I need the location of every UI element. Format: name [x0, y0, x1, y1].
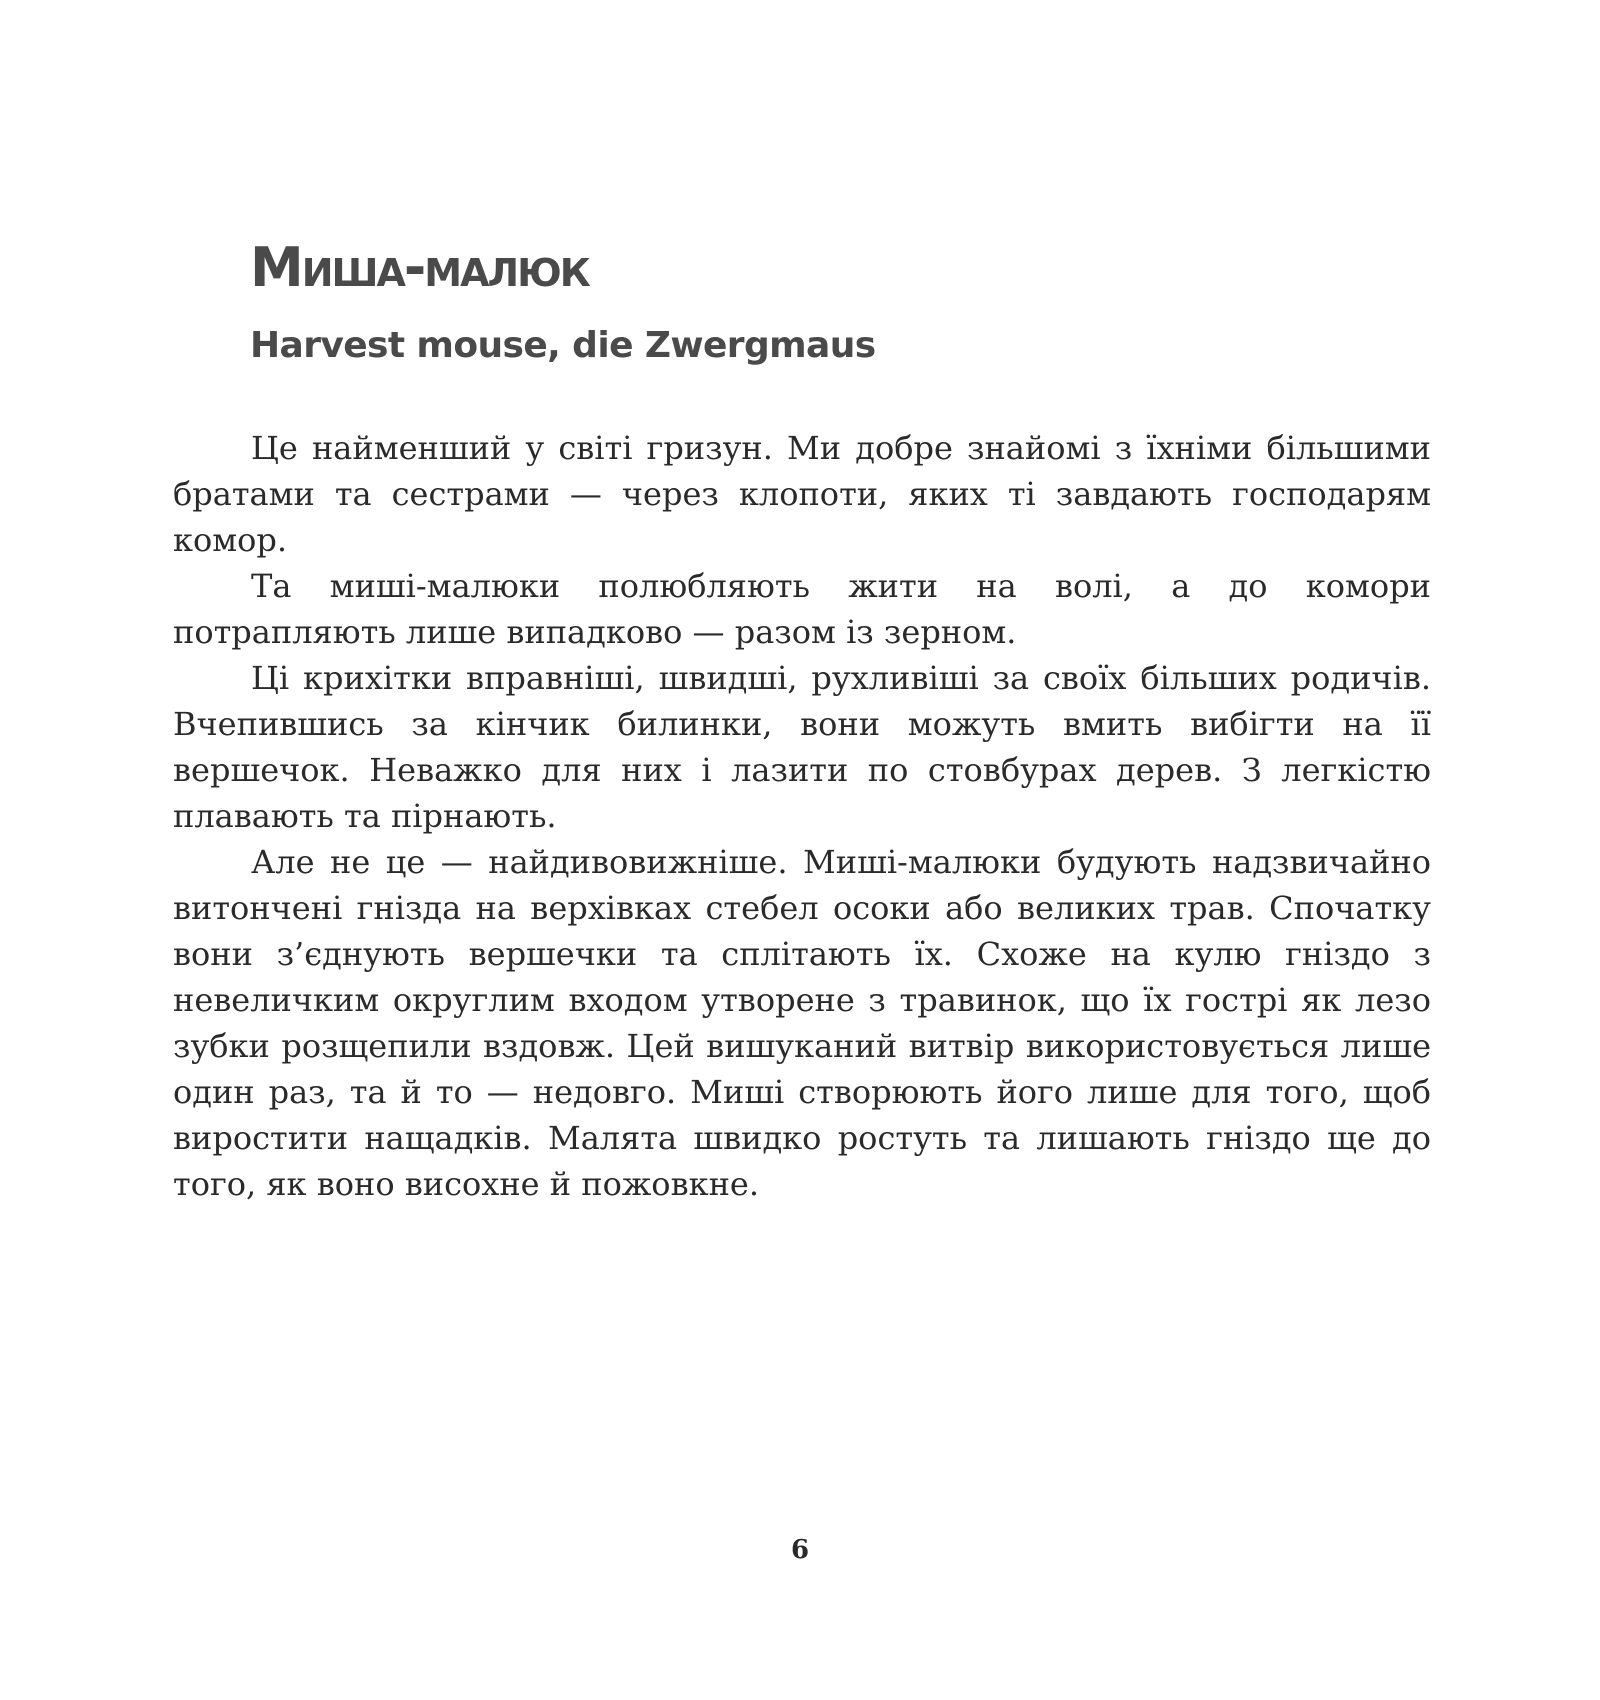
page-subtitle: Harvest mouse, die Zwergmaus: [250, 325, 876, 366]
page-title: Миша-малюк: [250, 236, 589, 299]
page-number: 6: [790, 1535, 810, 1565]
paragraph-2: Та миші-малюки полюбляють жити на волі, а до комори потрапляють лише випадково — разом із зерном.: [173, 567, 1431, 651]
article-body: [173, 425, 1431, 1207]
paragraph-4: Але не це — найдивовижніше. Миші-малюки будують надзвичайно витончені гнізда на верхівках стебел осоки або великих трав. Спочатку вони з’єднують вершечки та сплітають їх. Схоже на кулю гніздо з невеличким округлим входом утворене з травинок, що їх гострі як лезо зубки розщепили вздовж. Цей вишуканий витвір використовується лише один раз, та й то — недовго. Миші створюють його лише для того, щоб виростити нащадків. Малята швидко ростуть та лишають гніздо ще до того, як воно висохне й пожовкне.: [173, 843, 1431, 1203]
paragraph-1: Це найменший у світі гризун. Ми добре знайомі з їхніми більшими братами та сестрами — через клопоти, яких ті завдають господарям комор.: [173, 429, 1431, 559]
paragraph-3: Ці крихітки вправніші, швидші, рухливіші за своїх більших родичів. Вчепившись за кінчик билинки, вони можуть вмить вибігти на її вершечок. Неважко для них і лазити по стовбурах дерев. З легкістю плавають та пірнають.: [173, 659, 1431, 835]
